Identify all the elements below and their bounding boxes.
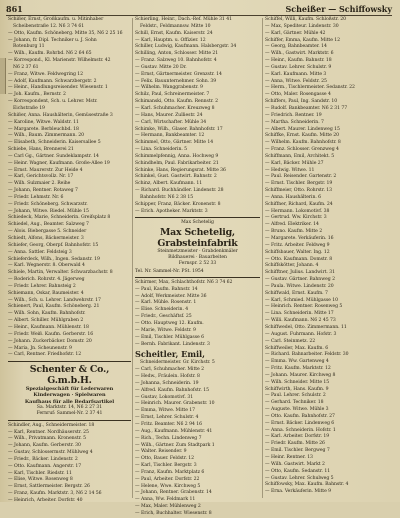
directory-entry: — Richard. Bahnarbeiter. Feldstr. 30 (265, 352, 349, 358)
ad-middle-bottom: Tel. Nr. Sammel-Nr. PSt. 1954 (135, 268, 204, 274)
directory-entry: — Hedw., Fräulein. Hofstr. 8 (135, 374, 200, 380)
directory-entry: — Korrespond., Kl. Marienstr. Wilhelmstr. 42 (8, 58, 111, 64)
directory-entry: — Paul. Lehrer. Schulstr. 2 (265, 393, 326, 399)
thumb-index-tab (0, 58, 6, 94)
directory-entry: Schiffer, Emma, Kaufm. Mitte 12 (265, 37, 341, 43)
directory-entry: Schindhelm, Paul. Fabrikarbeiter. 21 (135, 160, 219, 166)
directory-entry: Schimanski, Otto. Kaufm. Rennstr. 2 (135, 99, 218, 105)
directory-entry: — Wilhelm. Wanggrabenstr. 9 (135, 85, 203, 91)
directory-entry: — Erich, Buchhalter. Wiesenstr. 8 (135, 510, 212, 516)
directory-entry: — Otto, Kaufm. Sedanstr. 11 (265, 468, 331, 474)
directory-entry: Schindler, Aug., Schneidermeister. 18 (8, 422, 95, 428)
directory-entry: — Franz, Kaufm. Marktstr. 3, N6 2 14 56 (8, 491, 102, 497)
directory-entry: — Wilhelm. Kaufm. Bahnhofstr. 8 (265, 140, 341, 146)
directory-entry: — Richard. Buchhändler. Lindenstr. 28 (135, 188, 224, 194)
directory-entry: — Paula. Witwe. Lindenstr. 20 (265, 283, 334, 289)
directory-entry: — Wilh., Baum. Zimmermann. 20 (8, 133, 84, 139)
directory-entry: — Auguste. Witwe. Mühle 3 (265, 407, 329, 413)
directory-entry: Schißer, Anna. Haushälterin, Gemüsestraße 3 (8, 112, 113, 118)
directory-entry: — Otto, Bauer. Feldstr. 12 (135, 456, 195, 462)
directory-entry: — Heinr. Wagner, Kaufmann. Große-Allee 19 (8, 160, 110, 166)
directory-entry: — Adolf, Kaufmann. Schwarzbergstr. 2 (8, 78, 97, 84)
directory-entry: — Friedr. Weiß. Kaufm. Gerberstr. 16 (8, 331, 94, 337)
column-1-entries (8, 17, 131, 359)
directory-entry: — Rudolf. Bankbeamter. N6 2 31 77 (265, 105, 348, 111)
directory-entry: — Carl, Rentner. Friedhofstr. 12 (8, 352, 82, 358)
directory-entry: — Otto, Maler. Rosengasse 4 (265, 92, 331, 98)
directory-entry: — Heinr., Kaufmann. Mühlenstr. 18 (8, 324, 89, 330)
directory-entry: — Wilh., Privatmann. Kronenstr. 5 (8, 436, 86, 442)
directory-entry: — Friedr., Bäcker. Lindenstr. 2 (8, 456, 78, 462)
directory-entry: — Johann, Rentner. Grabenstr. 14 (135, 490, 212, 496)
directory-entry: — Felix. Bauunternehmer. Sohn. 39 (135, 78, 217, 84)
directory-entry: — Carl, Schuhmacher. Mitte 2 (135, 367, 205, 373)
directory-entry: — Friedrich. Rentner. 19 (265, 112, 322, 118)
directory-entry: — Herm., Tischlermeister. Sedanstr. 22 (265, 85, 355, 91)
column-2-entries-after-ad (135, 280, 260, 348)
column-3 (265, 17, 395, 499)
directory-entry: Schill, Ernst, Kaufm. Kaiserstr. 24 (135, 30, 213, 36)
directory-entry: — Gertrud. Ww. Kirchstr. 3 (265, 215, 327, 221)
column-3-entries (265, 17, 395, 496)
directory-entry: — Joh. Kaufm., Bernstr. 2 (8, 92, 66, 98)
directory-entry: — Fritz. Arbeiter. Feldweg 9 (265, 242, 330, 248)
page-number: 861 (6, 4, 23, 14)
directory-entry: — Karl, Gerichtsvollz. Nr. 17 (8, 174, 74, 180)
directory-entry: — Martha. Schneiderin. 7 (265, 119, 324, 125)
directory-entry: Schiffwald, Ernst. Kaufm. 7 (265, 290, 328, 296)
directory-entry: — Otto, Kaufm. Schöneberg. Mitte 35, N6 2 25 16 (8, 30, 123, 36)
directory-entry: — Gustav. Lehrer. Schulstr. 9 (265, 64, 332, 70)
directory-entry: — Karl, Tischler. Bergstr. 3 (135, 463, 197, 469)
directory-entry: — Karl, Tischler. Riedstr. 11 (8, 470, 72, 476)
directory-entry: — Wilh., Kaufm. Rohrbd. N6 2 64 65 (8, 51, 92, 57)
directory-entry: — Karl. Wegnerstr. 8. Oberwald 4 (8, 263, 85, 269)
directory-entry: — Karl, Rentner. Nordhäuserstr. 25 (8, 429, 89, 435)
directory-entry: — Johann, Kaufm. Gerberstr. 30 (8, 443, 81, 449)
directory-entry: — Franz. Salzweg 10. Bahnhofstr. 4 (135, 58, 217, 64)
directory-entry: — Johann, Rentner. Rotaweg 7 (8, 188, 78, 194)
directory-entry: — Friedr. Lehmstr. Nr. 6 (8, 194, 64, 200)
directory-entry: — Karl. Mühle. Rosenstr. 1 (135, 300, 197, 306)
directory-entry: Schiedt, Alfons, Bäckermeister. 3 (8, 236, 84, 241)
directory-entry: — Wilh., Sch. u. Lehrer. Landwehrstr. 17 (8, 297, 101, 303)
directory-entry: Schiedel, Aug., Beamter. Salzweg 7 (8, 222, 89, 228)
header-rule (6, 15, 392, 16)
directory-entry: Schiffner, Richard, Kaufm. 24 (265, 201, 333, 207)
directory-entry: — Otto. Kaufmann. Domstr. 8 (265, 256, 333, 262)
directory-entry: Schiffwirth, Hans. Kaufm. 9 (265, 386, 329, 392)
directory-entry: — Karl. Arbeiter. Dorfstr. 19 (265, 434, 330, 440)
directory-entry: — Karl. Kaufmann. Mitte 3 (265, 71, 327, 77)
directory-entry: Schiefer, Georg, Oberpf. Bahnhofstr. 15 (8, 242, 99, 248)
directory-entry: — Emil, Tischler. Mühlgasse 6 (135, 334, 204, 340)
column-1 (8, 17, 131, 503)
directory-entry: Schieferdeck, Wilh., Ingen. Sedanstr. 19 (8, 256, 100, 262)
directory-entry: — Karl, Schmied. Mühlgasse 10 (265, 297, 338, 303)
directory-entry: Schilling, Anton, Schlosser. Mitte 21 (135, 51, 219, 57)
directory-entry: — Alfred. Kaufm. Bahnhofstr. 15 (135, 387, 209, 393)
directory-entry: Schirmer, Max, Schlachthofstr. N6 3 74 62 (135, 279, 233, 285)
directory-entry: — Paul, Kaufm. Bahnstr. 14 (135, 286, 198, 292)
directory-entry: Schilz, Paul, Schreinermeister. 7 (135, 92, 210, 98)
directory-entry: — Emma, Witwe. Mitte 17 (135, 408, 196, 414)
directory-entry: — Franz, Kaufm. Marktplatz 6 (135, 469, 205, 475)
directory-entry: — Anna. Schneiderin. Hofstr. 1 (265, 427, 336, 433)
directory-entry: — Carl, Wirtschafter. Mühle 34 (135, 119, 207, 125)
directory-entry: Scheibenstraße 12. N6 3 74 61 (13, 23, 85, 29)
directory-entry: — Max, Spediteur. Lindenstr. 30 (265, 23, 339, 29)
directory-entry: — Albert. Maurer. Lindenweg 15 (265, 126, 340, 132)
directory-entry: — Ernst, Gärtnermeister. Grenzstr. 14 (135, 71, 222, 77)
directory-entry: — Ernst, Lehrer. Schulstr. 4 (135, 415, 199, 421)
directory-entry: — Karl, Gärtner. Mühle 42 (265, 30, 326, 36)
directory-entry: — Walter. Reisender. 9 (135, 449, 187, 455)
directory-entry: Schiele, Martin, Verwalter. Schwarzbachstr. 8 (8, 270, 113, 276)
directory-entry: — Heinrich. Maurer. Grabenstr. 10 (135, 401, 215, 407)
ad-middle-title: Max Schetelig, Grabsteinfabrik (157, 226, 238, 249)
directory-entry: Schiffsbauer, Walter. Ing. 12 (265, 249, 330, 255)
directory-entry: Schiffmeier, Otto. Rohrstr. 13 (265, 188, 333, 194)
directory-entry: Schipper, Franz, Bäcker. Kronenstr. 8 (135, 201, 221, 207)
directory-entry: — Gustav, Schlossermstr. Mühlweg 4 (8, 450, 93, 456)
directory-entry: — August. Fuhrmann. Hofstr. 3 (265, 331, 337, 337)
directory-entry: — Johann, Witwe. Riedel. Mühle 15 (8, 208, 89, 214)
directory-entry: — Wilh., Gastwirt. Marktstr. 6 (265, 51, 334, 57)
ad-left-line: Spezialgeschäft für Lederwaren (25, 386, 114, 393)
directory-entry: — Friedr. Lehrer. Bahnsteig 2 (8, 283, 76, 289)
directory-entry: — Rich., Techn. Lindenweg 7 (135, 435, 202, 441)
directory-entry: — Emil. Tischler. Bergweg 7 (265, 448, 330, 454)
ad-left-line: Kaufhaus für alle Bedarfsartikel (24, 398, 115, 405)
ad-middle-line: Fernspr. 2 52 33 (178, 261, 217, 267)
directory-entry: — Paul, Arbeiter. Dorfstr. 22 (135, 476, 200, 482)
directory-entry: Schinz, Albert. Kaufmann. 11 (135, 181, 203, 187)
directory-entry: — Heinrich, Arbeiter. Dorfstr. 40 (8, 497, 83, 503)
column-2 (135, 17, 260, 516)
directory-entry: — Friedr. Schöneberg. Schwarzstr. (8, 201, 88, 207)
directory-entry: Schißer, Ernst, Großkaufm. u. Mitinhaber (8, 17, 104, 22)
bold-name-heading: Scheitler, Emil, (135, 349, 205, 360)
ad-middle-pre: Max Schetelig (181, 220, 214, 226)
directory-entry: Schiffweiler, Max. Kaufm. 6 (265, 345, 329, 351)
ad-left-title: Schenter & Co., G.m.b.H. (29, 364, 110, 387)
directory-entry: — Wilh., Gärtner. Zum Stadtpark 1 (135, 442, 215, 448)
directory-entry: — Gustav. Lehrer. Schulweg 5 (265, 475, 334, 481)
directory-entry: — Gustav. Mitte 20 Dr. (135, 64, 187, 70)
directory-entry: — Marie, Witwe. Feldstr. 9 (135, 327, 196, 333)
directory-entry: — Hedwig. Witwe. 11 (265, 167, 315, 173)
directory-entry: Schiebe, Hans, Brennerei 21 (8, 147, 74, 153)
directory-entry: — Gustav. Gärtner. Bahnweg 2 (265, 277, 335, 283)
directory-entry: — Anna. Sattler. Feldsteig 3 (8, 249, 72, 255)
directory-entry: — Wilh. Gastwirt. Markt 2 (265, 461, 325, 467)
directory-entry: — Maria, Jn. Scheunenstr. 9 (8, 345, 72, 351)
directory-entry: — Hermann, Bankbeamter. 12 (135, 133, 205, 139)
directory-entry: Feldstr., Feldmannsw. Mitte 10 (140, 23, 211, 29)
directory-entry: — Erich. Apotheker. Marktstr. 3 (135, 208, 208, 214)
directory-entry: — Franz. Schlosser. Grenzweg 4 (265, 147, 339, 153)
directory-entry: — Heinr., Handlungsreisender. Wiesenstr. 1 (8, 85, 108, 91)
ad-left-line: Kinderwagen · Spielwaren (33, 392, 106, 399)
column-1-entries-after-ad (8, 423, 131, 505)
directory-entry: — Albert. Schiller. Mühlgraben 2 (8, 318, 84, 324)
directory-entry: — Karl, Hauptm. u. Offizier. 12 (135, 37, 206, 43)
directory-entry: — Elise, Witwe. Rosenweg 8 (8, 477, 73, 483)
directory-entry: — Alfred. Elektriker. 14 (265, 222, 319, 228)
column-divider-1 (132, 18, 133, 498)
directory-entry: — Anna, Ww. Feldmark 11 (135, 497, 196, 503)
ad-middle-line: Steinmetzmeister · Grabdenkmäler (157, 248, 238, 254)
directory-entry: — Anna. Haushälterin. 6 (265, 194, 322, 200)
ad-middle-line: Bildhauerei · Bauarbeiten (168, 255, 227, 261)
directory-entry: — Aug., Kaufmann. Mühlenstr. 41 (135, 428, 213, 434)
directory-entry: — Karoline, Witwe. Waldstr. 11 (8, 119, 79, 125)
directory-entry: — Alois. Biebergasse 5. Schneider (8, 229, 87, 235)
directory-entry: Schienert, Paul, Kaufm. Schöneberg. 21 (8, 304, 100, 310)
directory-entry: — Carl. Steinmetz. 22 (265, 338, 316, 344)
directory-entry: — Hermann. Lokomotivf. 38 (265, 208, 330, 214)
directory-entry: Schiffwedel, Otto. Zimmermann. 11 (265, 324, 347, 330)
directory-entry: — Fritz. Beamter. N6 2 94 16 (135, 421, 202, 427)
directory-entry: — Anna, Witwe. Feldstr. 25 (265, 78, 327, 84)
directory-entry: Eichstraße 19 (13, 105, 45, 111)
directory-entry: — Otto. Kaufmann. Angerstr. 17 (8, 463, 82, 469)
directory-entry: Schiedeck, Marie, Schneiderin. Greifsplatz 8 (8, 215, 111, 221)
directory-entry: Schiller, Ludwig, Kaufmann. Halsbergstr. 34 (135, 44, 237, 50)
directory-entry: — Roderich. Rohrstr. 4. Jägerweg (8, 277, 85, 283)
directory-entry: Schiemann, Oskar, Baumeister. 4 (8, 290, 84, 296)
directory-entry: — Margarete. Berbleuchbd. 18 (8, 126, 79, 132)
directory-entry: — Korrespondent, Sch. u. Lehrer. Mstr. (8, 99, 98, 105)
directory-entry: — Gustav, Lokomotivf. 31 (135, 394, 194, 400)
directory-entry: Schifftner, Julius. Landwirt. 31 (265, 270, 335, 276)
directory-entry: — Heinr. Rentner. 13 (265, 455, 313, 460)
directory-entry: — Franz, Witwe. Feldwegring 12 (8, 71, 84, 77)
directory-entry: — Otto. Kaufm. Bahnhofstr. 27 (265, 413, 335, 419)
directory-entry: — Wilh. Schneider. Mitte 15 (265, 379, 330, 385)
directory-entry: Rotenburg 11 (13, 44, 45, 50)
directory-entry: — Hans, Maurer. Zulliestr. 24 (135, 112, 203, 118)
directory-entry: — Willi. Kaufmann. N6 2 45 73 (265, 318, 336, 324)
directory-entry: — Lina. Schneiderin. Mitte 17 (265, 311, 334, 317)
advertisement-left (8, 361, 131, 420)
directory-entry: Schneidermeister. Gr. Kirchstr. 5 (140, 360, 215, 366)
directory-entry: — Heinrich. Rentner. Rosenweg 5 (265, 304, 343, 310)
directory-entry: Schimmelpfennig, Anna. Hochweg 9 (135, 153, 219, 159)
directory-entry: — Gerhard. Techniker. 18 (265, 400, 324, 406)
directory-entry: — Ernst. Tischler. Bergstr. 19 (265, 181, 333, 187)
directory-entry: — Lina. Schneiderin. 5 (135, 147, 188, 153)
directory-entry: — Ernst, Sattlermeister. Bergstr. 26 (8, 484, 90, 490)
directory-entry: — Max, Maler. Mühlenweg 2 (135, 504, 201, 510)
directory-entry: — Georg, Bahnbeamter. 14 (265, 44, 327, 50)
directory-entry: Schimke, Wilh., Glaser. Bahnhofstr. 17 (135, 126, 223, 132)
directory-entry: — Karl, Bäcker. Mühle 27 (265, 160, 324, 166)
directory-entry: Schinkel, Gust. Gastwirt. Bahnstr. 2 (135, 174, 217, 180)
directory-entry: — Margarete. Verkäuferin. 16 (265, 236, 334, 241)
directory-entry: Schimmel, Otto, Gärtner. Mitte 14 (135, 140, 214, 146)
directory-entry: Schiffke, Ernst. Kaufm. Mitte 20 (265, 133, 339, 139)
directory-entry: — Fritz. Kaufm. Marktstr. 12 (265, 366, 331, 372)
page-header (6, 3, 392, 15)
directory-entry: — Friedr. Kaufm. Mitte 26 (265, 441, 325, 447)
directory-entry: — Bernh. Fabrikant. Lindenstr. 3 (135, 341, 210, 347)
directory-entry: N6 2 37 61 (13, 64, 39, 70)
directory-entry: — Emma. Ww. Gartenweg 4 (265, 359, 329, 365)
directory-entry: — Johann. Maurer. Kirchweg 8 (265, 372, 336, 378)
directory-entry: — Johann. Zuckerbäcker. Domstr. 20 (8, 338, 92, 344)
directory-entry: — Ernst. Bäcker. Lindenweg 6 (265, 420, 335, 426)
directory-entry: — Johann, fr. Dipl. Techniker u. J. Sohn (8, 37, 97, 43)
directory-entry: — Wilh. Sulzmaier 2. Reihe (8, 181, 71, 187)
directory-entry: — Wilh. Sohn, Kaufm. Bahnhofstr. (8, 311, 86, 317)
running-head: Scheißer — Schiffowsky (285, 4, 392, 14)
directory-entry: — Otto. Hauptweg 12. Kaufm. (135, 321, 204, 327)
column-2-entries (135, 17, 260, 215)
directory-entry: — Bruno. Kaufm. Mitte 2 (265, 229, 323, 235)
directory-entry: — Heinr., Kaufm. Bahnstr. 18 (265, 58, 332, 64)
directory-entry: — Paul. Reisender. Gartenstr. 2 (265, 174, 337, 180)
advertisement-middle (135, 217, 260, 277)
column-divider-2 (262, 18, 263, 498)
directory-entry: Schiffel, Willi, Kaufm. Schloßstr. 20 (265, 17, 346, 22)
ad-left-line: Sa. Marktstr. 14, N6 2 27 31 (36, 405, 103, 411)
directory-entry: — Erna. Verkäuferin. Mitte 9 (265, 489, 332, 495)
directory-entry: — Carl Gg., Gärtner. Sundeklampstr. 14 (8, 153, 99, 159)
directory-entry: — Ernst. Maurerstr. Zur Heide 4 (8, 167, 83, 173)
directory-entry: — Johanna, Schneiderin. 19 (135, 380, 199, 386)
directory-entry: — Elise. Schneiderin. 4 (135, 307, 189, 313)
directory-entry: Schierling, Heinr., Dach.-Ref. Mühle 31 41 (135, 17, 232, 22)
directory-entry: — Helene, Wwe. Kirchweg 5 (135, 483, 201, 489)
directory-entry: — Elisabeth, Schneiderin. Kaisersallee 5 (8, 140, 101, 146)
directory-entry: Schiffmann, Emil, Architekt. 5 (265, 153, 335, 159)
ad-left-line: Fernruf: Sammel-Nr. 2 37 41 (36, 411, 103, 417)
directory-entry: Schinke, Hans, Regierungsrat. Mitte 36 (135, 167, 226, 173)
directory-entry: Schiffowsky, Max. Kaufm. Bahnstr. 4 (265, 482, 349, 488)
directory-entry: Schiffers, Paul, Ing. Sandstr. 10 (265, 99, 338, 105)
directory-entry: Schiffskötter, Johann. 4 (265, 263, 319, 269)
directory-entry: — Adolf, Werkmeister. Mitte 36 (135, 293, 207, 299)
directory-entry: Bahnhofstr. N6 2 38 15 (140, 194, 194, 200)
directory-entry: — Friedr., Geschäftsf. 25 (135, 314, 192, 320)
directory-entry: — Karl. Schuhmacher. Kreuzweg 8 (135, 105, 215, 111)
column-2-entries-tail (135, 360, 260, 517)
